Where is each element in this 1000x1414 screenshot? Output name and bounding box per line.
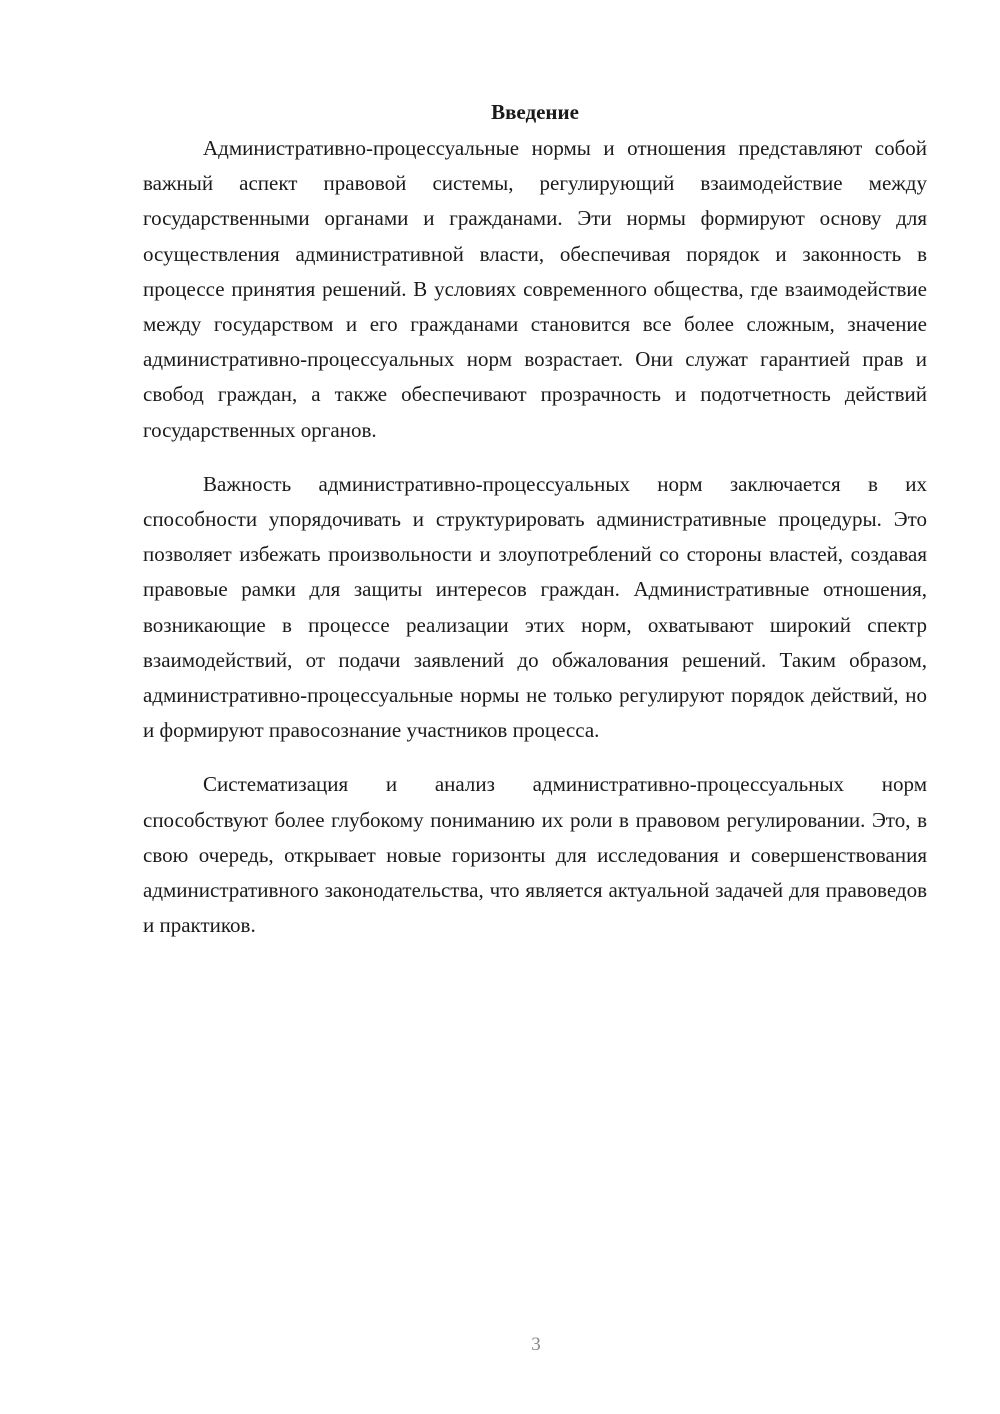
paragraph-2: Важность административно-процессуальных норм заключается в их способности упорядочивать и структурировать административные процедуры. Это позволяет избежать произвольности и злоупотреблений со стороны властей, создавая правовые рамки для защиты интересов граждан. Административные отношения, возникающие в процессе реализации этих норм, охватывают широкий спектр взаимодействий, от подачи заявлений до обжалования решений. Таким образом, административно-процессуальные нормы не только регулируют порядок действий, но и формируют правосознание участников процесса. [143, 471, 927, 743]
page-content [143, 95, 927, 943]
page-number: 3 [531, 1334, 541, 1355]
paragraph-1: Административно-процессуальные нормы и отношения представляют собой важный аспект правовой системы, регулирующий взаимодействие между государственными органами и гражданами. Эти нормы формируют основу для осуществления административной власти, обеспечивая порядок и законность в процессе принятия решений. В условиях современного общества, где взаимодействие между государством и его гражданами становится все более сложным, значение административно-процессуальных норм возрастает. Они служат гарантией прав и свобод граждан, а также обеспечивают прозрачность и подотчетность действий государственных органов. [143, 136, 927, 442]
paragraph-3: Систематизация и анализ административно-процессуальных норм способствуют более глубокому пониманию их роли в правовом регулировании. Это, в свою очередь, открывает новые горизонты для исследования и совершенствования административного законодательства, что является актуальной задачей для правоведов и практиков. [143, 772, 927, 938]
section-heading: Введение [491, 100, 579, 124]
